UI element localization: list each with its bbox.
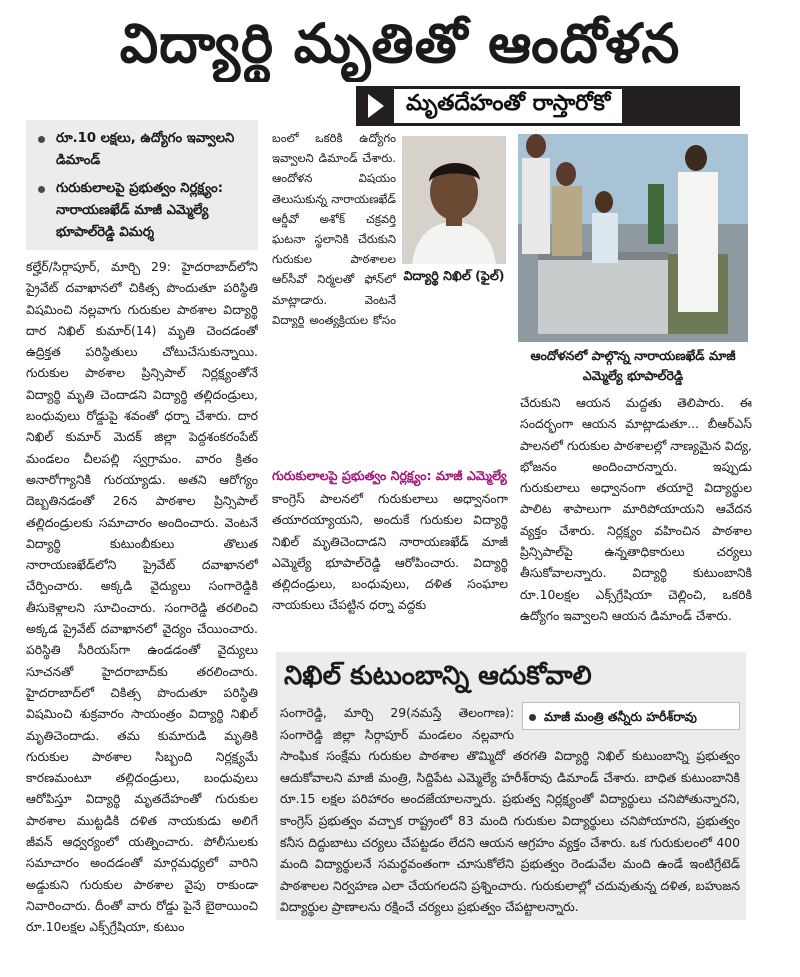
quote-source-name: మాజీ మంత్రి తన్నీరు హరీశ్‌రావు — [544, 709, 697, 724]
sidebar-story-box — [276, 652, 746, 920]
headline: విద్యార్థి మృతితో ఆందోళన — [119, 12, 681, 75]
subheadline: మృతదేహంతో రాస్తారోకో — [394, 89, 622, 123]
article-body: కల్హేర్/సిర్గాపూర్, మార్చి 29: హైదరాబాద్‌లోని ప్రైవేట్ దవాఖానలో చికిత్స పొందుతూ పరిస్థితి విషమించి నల్లవాగు గురుకుల పాఠశాల విద్యార్థి దార నిఖిల్ కుమార్(14) మృతి చెందడంతో ఉద్రిక్తత పరిస్థితులు చోటుచేసుకున్నాయి. గురుకుల పాఠశాల ప్రిన్సిపాల్ నిర్లక్ష్యంతోనే విద్యార్థి మృతి చెందాడని విద్యార్థి తల్లిదండ్రులు, బంధువులు రోడ్డుపై శవంతో ధర్నా చేశారు. దార నిఖిల్ కుమార్ మెదక్ జిల్లా పెద్దశంకరంపేట్ మండలం చీలపల్లి స్వగ్రామం. వారం క్రితం అనారోగ్యానికి గురయ్యాడు. అతని ఆరోగ్యం దెబ్బతినడంతో 26న పాఠశాల ప్రిన్సిపాల్ తల్లిదండ్రులకు సమాచారం అందించారు. వెంటనే విద్యార్థి కుటుంబీకులు తొలుత నారాయణఖేడ్‌లోని ప్రైవేట్ దవాఖానలో చేర్పించారు. అక్కడి వైద్యులు సంగారెడ్డికి తీసుకెళ్లాలని సూచించారు. సంగారెడ్డి తరలించి అక్కడ ప్రైవేట్ దవాఖానలో వైద్యం చేయించారు. పరిస్థితి సీరియస్‌గా ఉండడంతో వైద్యులు సూచనతో హైదరాబాద్‌కు తరలించారు. హైదరాబాద్‌లో చికిత్స పొందుతూ పరిస్థితి విషమించి శుక్రవారం సాయంత్రం విద్యార్థి నిఖిల్ మృతిచెందాడు. తమ కుమారుడి మృతికి గురుకుల పాఠశాల సిబ్బంది నిర్లక్ష్యమే కారణమంటూ తల్లిదండ్రులు, బంధువులు ఆరోపిస్తూ విద్యార్థి మృతదేహంతో గురుకుల పాఠశాల ముట్టడికి దళిత నాయకుడు అలిగే జీవన్ ఆధ్వర్యంలో యత్నించారు. పోలీసులకు సమాచారం అందడంతో మార్గమధ్యలో వారిని అడ్డుకుని గురుకుల పాఠశాల వైపు రాకుండా నివారించారు. దీంతో వారు రోడ్డు పైనే బైఠాయించి రూ.10లక్షల ఎక్స్‌గ్రేషియా, కుటుం — [26, 259, 258, 935]
article-body: చేరుకుని ఆయన మద్దతు తెలిపారు. ఈ సందర్భంగా ఆయన మాట్లాడుతూ... బీఆర్‌ఎస్ పాలనలో గురుకుల పాఠశాలల్లో నాణ్యమైన విద్య, భోజనం అందించారన్నారు. ఇప్పుడు గురుకులాలు అధ్వానంగా తయారై విద్యార్థుల పాలిట శాపాలుగా మారిపోయాయని ఆవేదన వ్యక్తం చేశారు. నిర్లక్ష్యం వహించిన పాఠశాల ప్రిన్సిపాల్‌పై ఉన్నతాధికారులు చర్యలు తీసుకోవాలన్నారు. విద్యార్థి కుటుంబానికి రూ.10లక్షల ఎక్స్‌గ్రేషియా చెల్లించి, ఒకరికి ఉద్యోగం ఇవ్వాలని ఆయన డిమాండ్ చేశారు. — [520, 395, 752, 623]
sidebar-story-text: సంగారెడ్డి, మార్చి 29(నమస్తే తెలంగాణ): సంగారెడ్డి జిల్లా సిర్గాపూర్ మండలం నల్లవాగు సాంఘిక సంక్షేమ గురుకుల పాఠశాల తొమ్మిదో తరగతి విద్యార్థి నిఖిల్ కుటుంబాన్ని ప్రభుత్వం ఆదుకోవాలని మాజీ మంత్రి, సిద్దిపేట ఎమ్మెల్యే హరీశ్‌రావు డిమాండ్ చేశారు. బాధిత కుటుంబానికి రూ.15 లక్షల పరిహారం అందజేయాలన్నారు. ప్రభుత్వ నిర్లక్ష్యంతో విద్యార్థులు చనిపోతున్నారని, కాంగ్రెస్ ప్రభుత్వం వచ్చాక రాష్ట్రంలో 83 మంది గురుకుల విద్యార్థులు చనిపోయారని, ప్రభుత్వం కనీస దిద్దుబాటు చర్యలు చేపట్టడం లేదని ఆయన ఆగ్రహం వ్యక్తం చేశారు. ఒక గురుకులంలో 400 మంది విద్యార్థులనే సమర్థవంతంగా చూసుకోలేని ప్రభుత్వం రెండువేల మంది ఉండే ఇంటిగ్రేటెడ్ పాఠశాలల నిర్వహణ ఎలా చేయగలదని ప్రశ్నించారు. గురుకులాల్లో చదువుతున్న దళిత, బహుజన విద్యార్థుల ప్రాణాలను రక్షించే చర్యలు ప్రభుత్వం చేపట్టాలన్నారు. — [280, 705, 740, 915]
highlight-item: రూ.10 లక్షలు, ఉద్యోగం ఇవ్వాలని డిమాండ్ — [34, 128, 248, 172]
highlight-item: గురుకులాలపై ప్రభుత్వం నిర్లక్ష్యం: నారాయణఖేడ్ మాజీ ఎమ్మెల్యే భూపాల్‌రెడ్డి విమర్శ — [34, 178, 248, 244]
student-photo — [402, 136, 506, 264]
article-column-1 — [26, 256, 258, 940]
article-column-2-middle — [272, 330, 508, 470]
student-photo-caption: విద్యార్థి నిఖిల్ (ఫైల్) — [403, 268, 505, 283]
highlights-box — [26, 120, 258, 250]
article-body: బంలో ఒకరికి ఉద్యోగం ఇవ్వాలని డిమాండ్ చేశారు. ఆందోళన విషయం తెలుసుకున్న నారాయణఖేడ్ ఆర్డీవో అశోక్ చక్రవర్తి ఘటనా స్థలానికి చేరుకుని గురుకుల పాఠశాలల ఆర్‌సీవో నిర్మలతో ఫోన్‌లో మాట్లాడారు. వెంటనే విద్యార్థి అంత్యక్రియల కోసం — [272, 131, 396, 327]
triangle-pointer-icon — [368, 94, 384, 118]
student-portrait-image — [402, 136, 506, 264]
quote-source-tag — [522, 702, 740, 730]
article-column-2-bottom — [272, 464, 508, 644]
sidebar-story-title: నిఖిల్ కుటుంబాన్ని ఆదుకోవాలి — [284, 661, 592, 691]
article-column-3 — [520, 392, 752, 640]
article-column-2-top — [272, 128, 396, 328]
article-body: కాంగ్రెస్ పాలనలో గురుకులాలు అధ్వానంగా తయారయ్యాయని, అందుకే గురుకుల విద్యార్థి నిఖిల్ మృతిచెందాడని నారాయణఖేడ్ మాజీ ఎమ్మెల్యే భూపాల్‌రెడ్డి ఆరోపించారు. విద్యార్థి తల్లిదండ్రులు, బంధువులు, దళిత సంఘాల నాయకులు చేపట్టిన ధర్నా వద్దకు — [272, 491, 508, 613]
sidebar-story-body — [280, 702, 740, 918]
protest-scene-image — [518, 134, 748, 342]
subheadline-bar — [356, 86, 740, 126]
protest-photo-caption: ఆందోళనలో పాల్గొన్న నారాయణఖేడ్ మాజీ ఎమ్మెల్యే భూపాల్‌రెడ్డి — [530, 348, 736, 383]
protest-photo — [518, 134, 748, 342]
section-subhead: గురుకులాలపై ప్రభుత్వం నిర్లక్ష్యం: మాజీ ఎమ్మెల్యే — [272, 468, 507, 483]
